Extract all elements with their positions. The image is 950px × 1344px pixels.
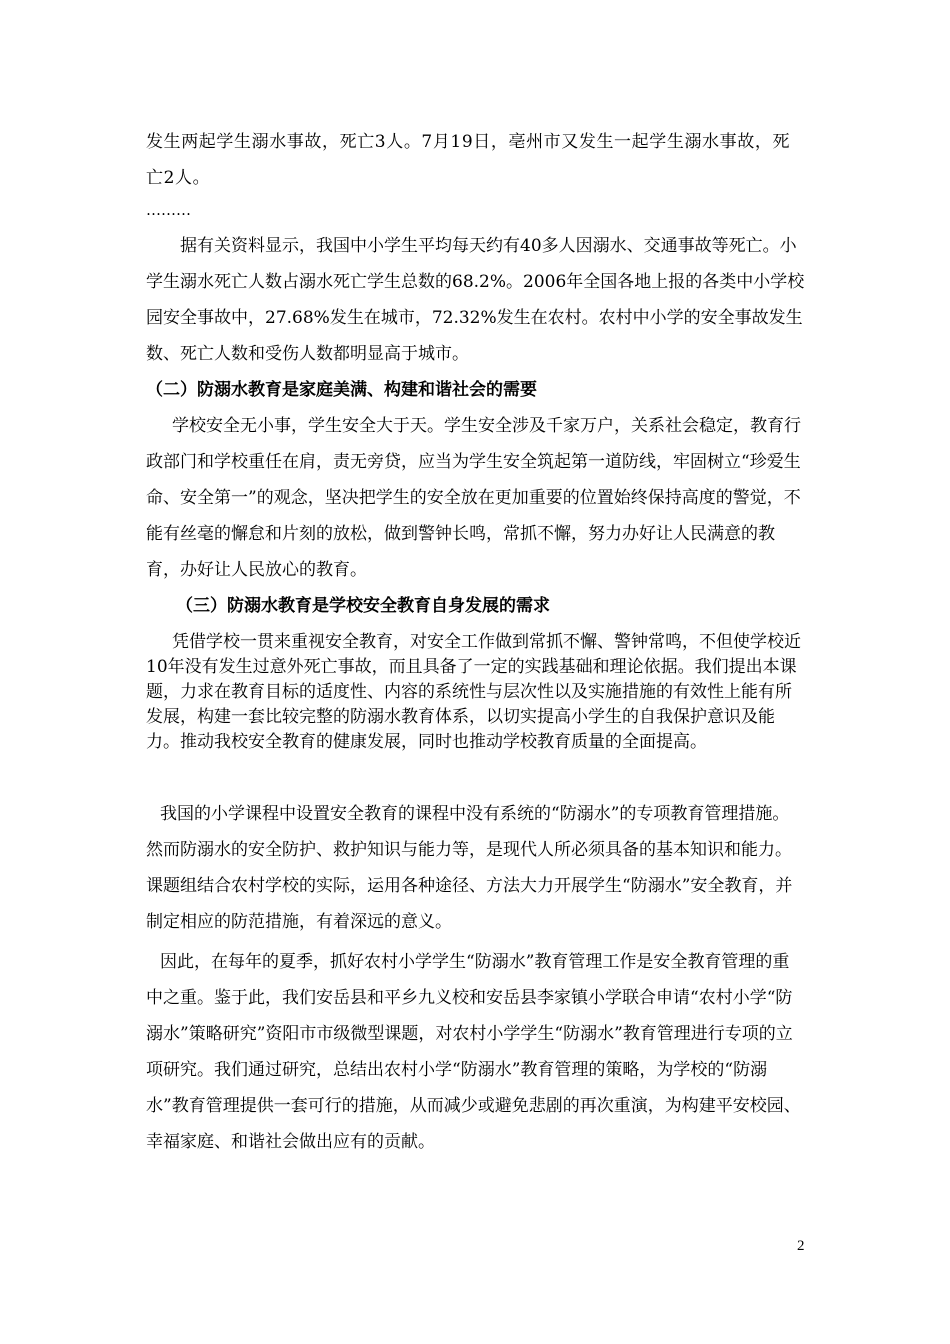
paragraph-conclusion: 因此，在每年的夏季，抓好农村小学学生“防溺水”教育管理工作是安全教育管理的重中之重。鉴于此，我们安岳县和平乡九义校和安岳县李家镇小学联合申请“农村小学“防溺水”策略研究”资阳市市级微型课题，对农村小学学生“防溺水”教育管理进行专项的立项研究。我们通过研究，总结出农村小学“防溺水”教育管理的策略，为学校的“防溺水”教育管理提供一套可行的措施，从而减少或避免悲剧的再次重演，为构建平安校园、幸福家庭、和谐社会做出应有的贡献。 [146,952,801,1152]
ellipsis-line: ……… [146,201,191,219]
paragraph-section-3: 凭借学校一贯来重视安全教育，对安全工作做到常抓不懈、警钟常鸣，不但使学校近10年没有发生过意外死亡事故，而且具备了一定的实践基础和理论依据。我们提出本课题，力求在教育目标的适度性、内容的系统性与层次性以及实施措施的有效性上能有所发展，构建一套比较完整的防溺水教育体系，以切实提高小学生的自我保护意识及能力。推动我校安全教育的健康发展，同时也推动学校教育质量的全面提高。 [146,632,801,752]
section-heading-2: （二）防溺水教育是家庭美满、构建和谐社会的需要 [146,380,537,400]
paragraph-statistics: 据有关资料显示，我国中小学生平均每天约有40多人因溺水、交通事故等死亡。小学生溺水死亡人数占溺水死亡学生总数的68.2%。2006年全国各地上报的各类中小学校园安全事故中，27.68%发生在城市，72.32%发生在农村。农村中小学的安全事故发生数、死亡人数和受伤人数都明显高于城市。 [146,236,805,364]
paragraph-intro: 发生两起学生溺水事故，死亡3人。7月19日，亳州市又发生一起学生溺水事故，死亡2人。 [146,132,791,188]
section-heading-3: （三）防溺水教育是学校安全教育自身发展的需求 [176,596,550,616]
paragraph-curriculum: 我国的小学课程中设置安全教育的课程中没有系统的“防溺水”的专项教育管理措施。然而防溺水的安全防护、救护知识与能力等，是现代人所必须具备的基本知识和能力。课题组结合农村学校的实际，运用各种途径、方法大力开展学生“防溺水”安全教育，并制定相应的防范措施，有着深远的意义。 [146,804,793,932]
paragraph-section-2: 学校安全无小事，学生安全大于天。学生安全涉及千家万户，关系社会稳定，教育行政部门和学校重任在肩，责无旁贷，应当为学生安全筑起第一道防线，牢固树立“珍爱生命、安全第一”的观念，坚决把学生的安全放在更加重要的位置始终保持高度的警觉，不能有丝毫的懈怠和片刻的放松，做到警钟长鸣，常抓不懈，努力办好让人民满意的教育，办好让人民放心的教育。 [146,416,801,580]
page-number: 2 [797,1238,805,1254]
